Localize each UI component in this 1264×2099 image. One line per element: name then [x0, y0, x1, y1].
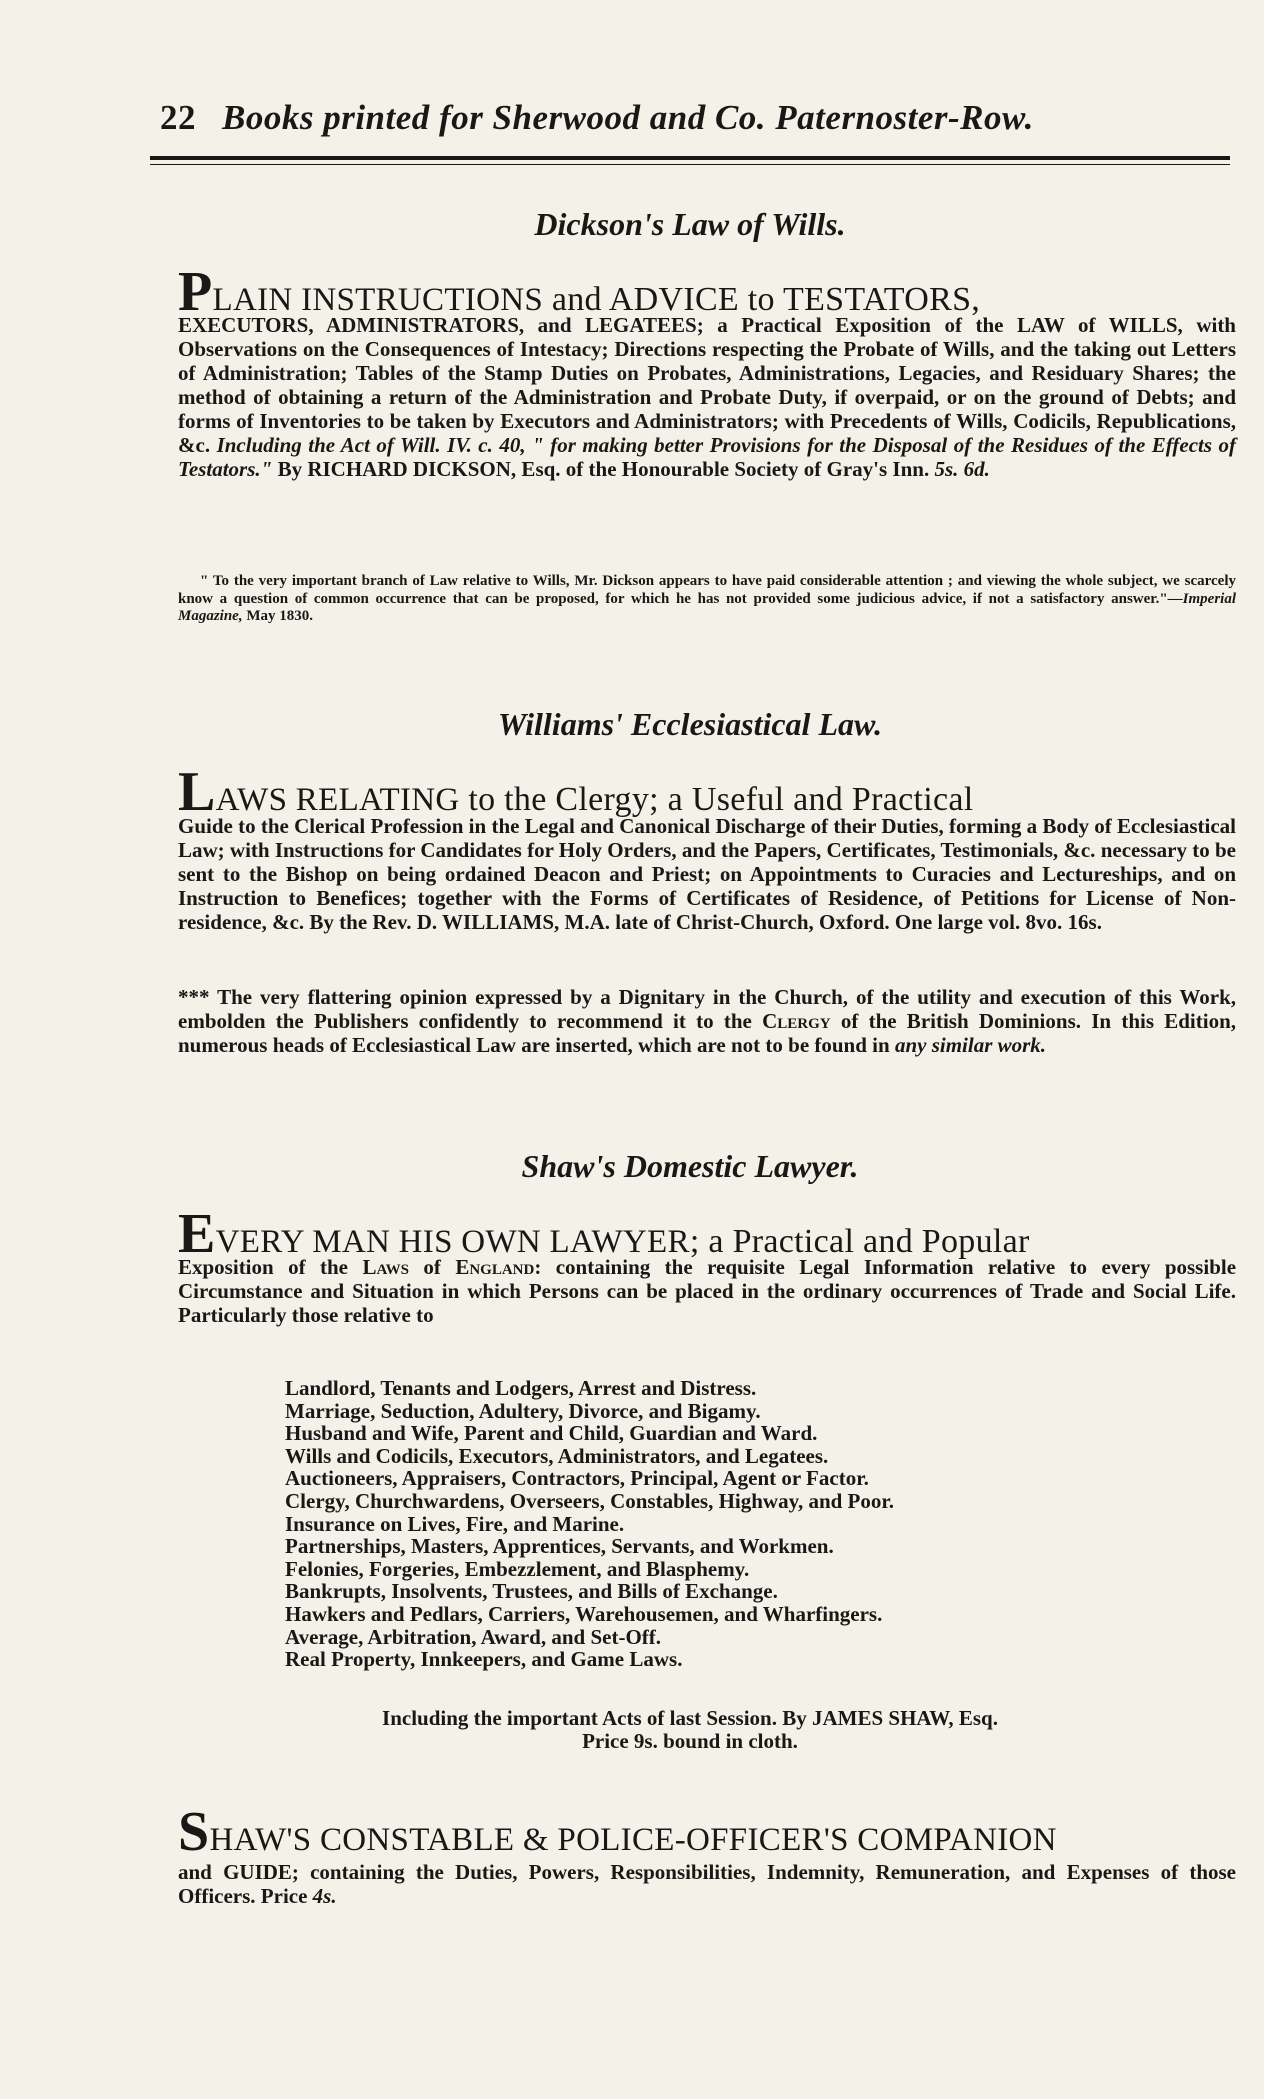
lead-caps: AWS RELATING: [215, 782, 460, 818]
body-small-caps: England: [455, 1255, 535, 1279]
list-item: Husband and Wife, Parent and Child, Guardian and Ward.: [285, 1421, 818, 1446]
list-item: Felonies, Forgeries, Embezzlement, and Blasphemy.: [285, 1556, 750, 1581]
closing-price: Price 9s. bound in cloth.: [582, 1729, 798, 1753]
quote-text: " To the very important branch of Law relative to Wills, Mr. Dickson appears to have paid considerable attention ; and viewing the whole subject, we scarcely know a question of common occurrence that can be proposed, for which he has not provided some judicious advice, if not a satisfactory answer."—: [178, 573, 1236, 607]
publisher-note: [178, 985, 1236, 1057]
lead-rest: and ADVICE to TESTATORS,: [551, 281, 981, 318]
section-body-constable: [178, 1860, 1236, 1908]
list-item: Partnerships, Masters, Apprentices, Servants, and Workmen.: [285, 1534, 834, 1559]
section-lead-williams: [178, 761, 1238, 823]
section-body-shaw: [178, 1255, 1236, 1327]
note-mark: ***: [178, 985, 218, 1009]
list-item: Marriage, Seduction, Adultery, Divorce, and Bigamy.: [285, 1398, 761, 1423]
list-item: Auctioneers, Appraisers, Contractors, Principal, Agent or Factor.: [285, 1466, 869, 1491]
price: 4s.: [312, 1884, 337, 1908]
running-header: [160, 98, 1160, 138]
list-item: Real Property, Innkeepers, and Game Laws.: [285, 1647, 683, 1672]
list-item: Clergy, Churchwardens, Overseers, Constables, Highway, and Poor.: [285, 1488, 895, 1513]
note-small-caps: Clergy: [762, 1009, 831, 1033]
lead-caps: VERY MAN HIS OWN LAWYER: [215, 1224, 690, 1260]
section-body-dickson: [178, 313, 1236, 481]
list-item: Average, Arbitration, Award, and Set-Off.: [285, 1624, 662, 1649]
body-text: Exposition of the: [178, 1255, 349, 1279]
quote-date: May 1830.: [246, 608, 314, 624]
drop-initial: S: [178, 1801, 210, 1863]
closing-line: Including the important Acts of last Session. By JAMES SHAW, Esq.: [382, 1706, 998, 1730]
body-italic-text: Including the Act of Will. IV. c. 40, " for making better Provisions for the Disposal of the Residues of the Effects of Testators.": [178, 433, 1236, 481]
page-number: 22: [160, 98, 196, 137]
note-italic: any similar work.: [894, 1033, 1047, 1057]
topics-list: [285, 1377, 1185, 1671]
closing-text-shaw: [150, 1707, 1230, 1753]
lead-caps: HAW'S CONSTABLE & POLICE-OFFICER'S COMPANION: [209, 1822, 1057, 1858]
list-item: Landlord, Tenants and Lodgers, Arrest and Distress.: [285, 1376, 757, 1400]
header-rule-thin: [150, 164, 1230, 165]
drop-initial: P: [178, 261, 213, 323]
header-rule-thick: [150, 156, 1230, 160]
section-title-williams: Williams' Ecclesiastical Law.: [497, 706, 883, 742]
note-text: The very flattering opinion expressed by a Dignitary in the Church, of the utility and execution of this Work, embolden the Publishers confidently to recommend it to the: [178, 985, 1236, 1033]
section-body-williams: [178, 814, 1236, 934]
section-title-dickson: Dickson's Law of Wills.: [534, 206, 846, 242]
lead-rest: ; a Practical and Popular: [689, 1223, 1030, 1260]
drop-initial: L: [178, 761, 216, 823]
body-text: Guide to the Clerical Profession in the Legal and Canonical Discharge of their Duties, forming a Body of Ecclesiastical Law; with Instructions for Candidates for Holy Orders, and the Papers, Certificates, Testimonials, &c. necessary to be sent to the Bishop on being ordained Deacon and Priest; on Appointments to Curacies and Lectureships, and on Instruction to Benefices; together with the Forms of Certificates of Residence, of Petitions for License of Non-residence, &c. By the Rev. D. WILLIAMS, M.A. late of Christ-Church, Oxford. One large vol. 8vo. 16s.: [178, 814, 1236, 934]
drop-initial: E: [178, 1203, 216, 1265]
list-item: Hawkers and Pedlars, Carriers, Warehousemen, and Wharfingers.: [285, 1601, 883, 1626]
list-item: Wills and Codicils, Executors, Administrators, and Legatees.: [285, 1443, 829, 1468]
list-item: Insurance on Lives, Fire, and Marine.: [285, 1511, 625, 1536]
body-text: : containing the requisite Legal Information relative to every possible Circumstance and Situation in which Persons can be placed in the ordinary occurrences of Trade and Social Life. Particularly those relative to: [178, 1255, 1237, 1327]
note-text: of the British Dominions. In this Edition, numerous heads of Ecclesiastical Law are inserted, which are not to be found in: [178, 1009, 1237, 1057]
review-quote: [178, 573, 1236, 626]
list-item: Bankrupts, Insolvents, Trustees, and Bills of Exchange.: [285, 1579, 778, 1604]
section-lead-dickson: [178, 261, 1238, 323]
section-lead-constable: [178, 1801, 1238, 1863]
running-title: Books printed for Sherwood and Co. Paternoster-Row.: [222, 98, 1034, 137]
quote-source: Imperial Magazine,: [178, 590, 1236, 624]
byline: By RICHARD DICKSON, Esq. of the Honourable Society of Gray's Inn.: [277, 457, 930, 481]
lead-caps: LAIN INSTRUCTIONS: [212, 282, 544, 318]
body-text: EXECUTORS, ADMINISTRATORS, and LEGATEES; a Practical Exposition of the LAW of WILLS, with Observations on the Consequences of Intestacy; Directions respecting the Probate of Wills, and the taking out Letters of Administration; Tables of the Stamp Duties on Probates, Administrations, Legacies, and Residuary Shares; the method of obtaining a return of the Administration and Probate Duty, if overpaid, or on the ground of Debts; and forms of Inventories to be taken by Executors and Administrators; with Precedents of Wills, Codicils, Republications, &c.: [178, 313, 1236, 457]
body-text: of: [423, 1255, 441, 1279]
body-small-caps: Laws: [362, 1255, 409, 1279]
section-lead-shaw: [178, 1203, 1238, 1265]
lead-rest: to the Clergy; a Useful and Practical: [468, 781, 974, 818]
body-text: and GUIDE; containing the Duties, Powers, Responsibilities, Indemnity, Remuneration, and Expenses of those Officers. Price: [178, 1860, 1236, 1908]
price: 5s. 6d.: [934, 457, 990, 481]
section-title-shaw: Shaw's Domestic Lawyer.: [521, 1148, 859, 1184]
